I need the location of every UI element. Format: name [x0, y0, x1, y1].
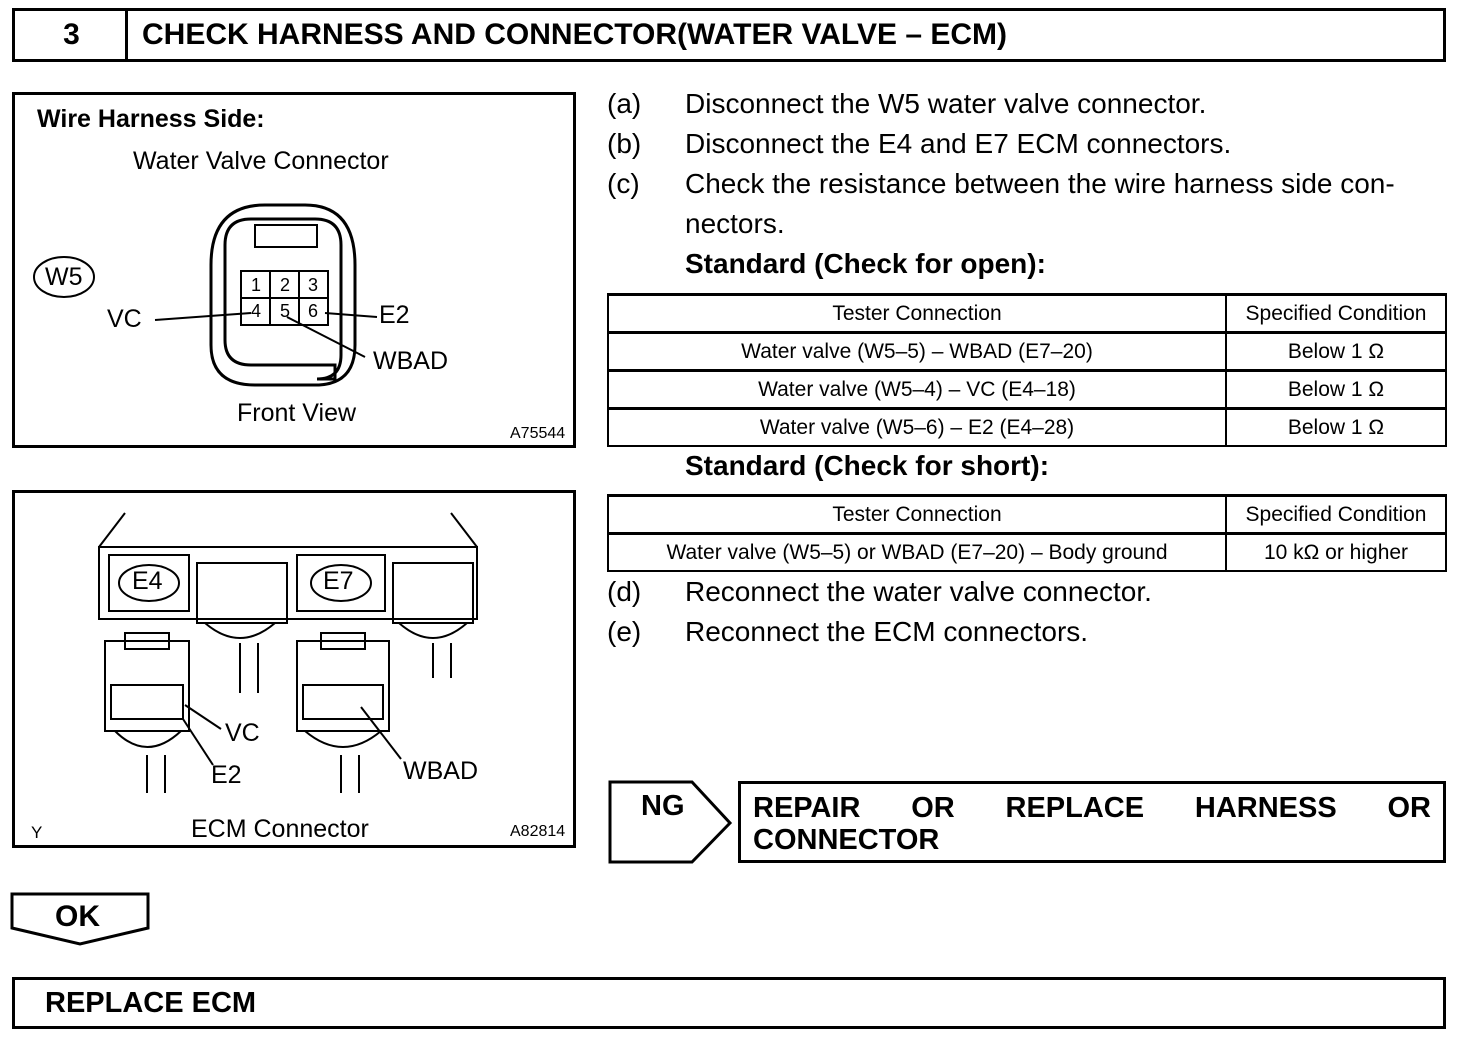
table-cell: Below 1 Ω: [1226, 333, 1446, 371]
pin-number: 5: [280, 301, 291, 321]
standard-open-table: [607, 293, 1447, 447]
e2-leader-line: [183, 719, 213, 765]
ecm-connector-drawing: [15, 493, 573, 845]
step-title: CHECK HARNESS AND CONNECTOR(WATER VALVE – ECM): [125, 8, 1446, 62]
ecm-socket: [197, 563, 287, 623]
wire-bundle: [305, 731, 381, 793]
w5-badge: W5: [45, 263, 83, 291]
ng-action-word: OR: [911, 792, 955, 824]
table-header: Specified Condition: [1226, 295, 1446, 333]
e2-leader-line: [325, 313, 377, 317]
ng-tag: NG: [641, 790, 685, 822]
table-row: [608, 371, 1446, 409]
step-letter: (c): [607, 168, 640, 199]
step-text: Reconnect the water valve connector.: [685, 576, 1152, 607]
pin-number: 2: [280, 275, 291, 295]
table-cell: Water valve (W5–5) – WBAD (E7–20): [608, 333, 1226, 371]
table-header-row: [608, 295, 1446, 333]
final-action-box: REPLACE ECM: [12, 977, 1446, 1029]
ng-action-box: [738, 781, 1446, 863]
pin-number: 6: [308, 301, 319, 321]
wire-bundle: [205, 623, 275, 693]
step-letter: (d): [607, 576, 642, 607]
step-letter: (b): [607, 128, 642, 159]
vc-leader-line: [155, 313, 251, 320]
e2-label: E2: [211, 761, 242, 789]
step-text-continued: nectors.: [685, 208, 785, 239]
figure-code: A82814: [510, 823, 566, 840]
table-cell: 10 kΩ or higher: [1226, 534, 1446, 572]
step-text: Disconnect the E4 and E7 ECM connectors.: [685, 128, 1232, 159]
wbad-label: WBAD: [373, 347, 448, 375]
ecm-connector-figure: [12, 490, 576, 848]
ecm-socket: [393, 563, 473, 623]
table-cell: Water valve (W5–6) – E2 (E4–28): [608, 409, 1226, 447]
e2-label: E2: [379, 301, 410, 329]
harness-connector-e4-pins: [111, 685, 183, 719]
wire-harness-side-heading: Wire Harness Side:: [37, 105, 265, 133]
step-text: Check the resistance between the wire harness side con-: [685, 168, 1395, 199]
front-view-label: Front View: [237, 399, 357, 427]
step-letter: (e): [607, 616, 642, 647]
pin-number: 3: [308, 275, 319, 295]
ecm-connector-title: ECM Connector: [191, 815, 369, 843]
standard-short-label: Standard (Check for short):: [685, 450, 1050, 481]
table-row: [608, 333, 1446, 371]
wire-bundle: [115, 731, 181, 793]
standard-open-label: Standard (Check for open):: [685, 248, 1046, 279]
wbad-leader-line: [287, 317, 365, 357]
ok-tag: OK: [55, 900, 100, 933]
step-text: Disconnect the W5 water valve connector.: [685, 88, 1207, 119]
ng-action-line-2: CONNECTOR: [753, 824, 940, 856]
pin-number: 4: [251, 301, 262, 321]
ng-action-word: REPAIR: [753, 792, 861, 824]
ecm-outline: [99, 513, 125, 547]
ng-action-word: REPLACE: [1005, 792, 1145, 824]
wbad-label: WBAD: [403, 757, 478, 785]
vc-label: VC: [107, 305, 142, 333]
table-header-row: [608, 496, 1446, 534]
harness-connector-e7-pins: [303, 685, 383, 719]
step-letter: (a): [607, 88, 642, 119]
table-cell: Water valve (W5–4) – VC (E4–18): [608, 371, 1226, 409]
wire-bundle: [399, 623, 467, 678]
table-header: Tester Connection: [608, 496, 1226, 534]
corner-mark: Y: [31, 823, 43, 842]
step-text: Reconnect the ECM connectors.: [685, 616, 1089, 647]
vc-leader-line: [185, 705, 221, 729]
pin-number: 1: [251, 275, 262, 295]
table-cell: Water valve (W5–5) or WBAD (E7–20) – Body ground: [608, 534, 1226, 572]
ng-action-word: HARNESS: [1194, 792, 1337, 824]
water-valve-connector-drawing: [15, 95, 573, 445]
connector-latch: [255, 225, 317, 247]
ng-action-line: [753, 792, 1431, 824]
vc-label: VC: [225, 719, 260, 747]
table-header: Specified Condition: [1226, 496, 1446, 534]
ng-action-word: OR: [1387, 792, 1431, 824]
e4-badge: E4: [132, 567, 163, 595]
step-number: 3: [12, 8, 128, 62]
table-row: [608, 409, 1446, 447]
water-valve-connector-title: Water Valve Connector: [133, 147, 389, 175]
table-header: Tester Connection: [608, 295, 1226, 333]
table-cell: Below 1 Ω: [1226, 409, 1446, 447]
wbad-leader-line: [361, 707, 401, 759]
table-row: [608, 534, 1446, 572]
e7-badge: E7: [323, 567, 354, 595]
water-valve-connector-figure: [12, 92, 576, 448]
figure-code: A75544: [510, 425, 566, 442]
ecm-outline: [451, 513, 477, 547]
table-cell: Below 1 Ω: [1226, 371, 1446, 409]
standard-short-table: [607, 494, 1447, 572]
